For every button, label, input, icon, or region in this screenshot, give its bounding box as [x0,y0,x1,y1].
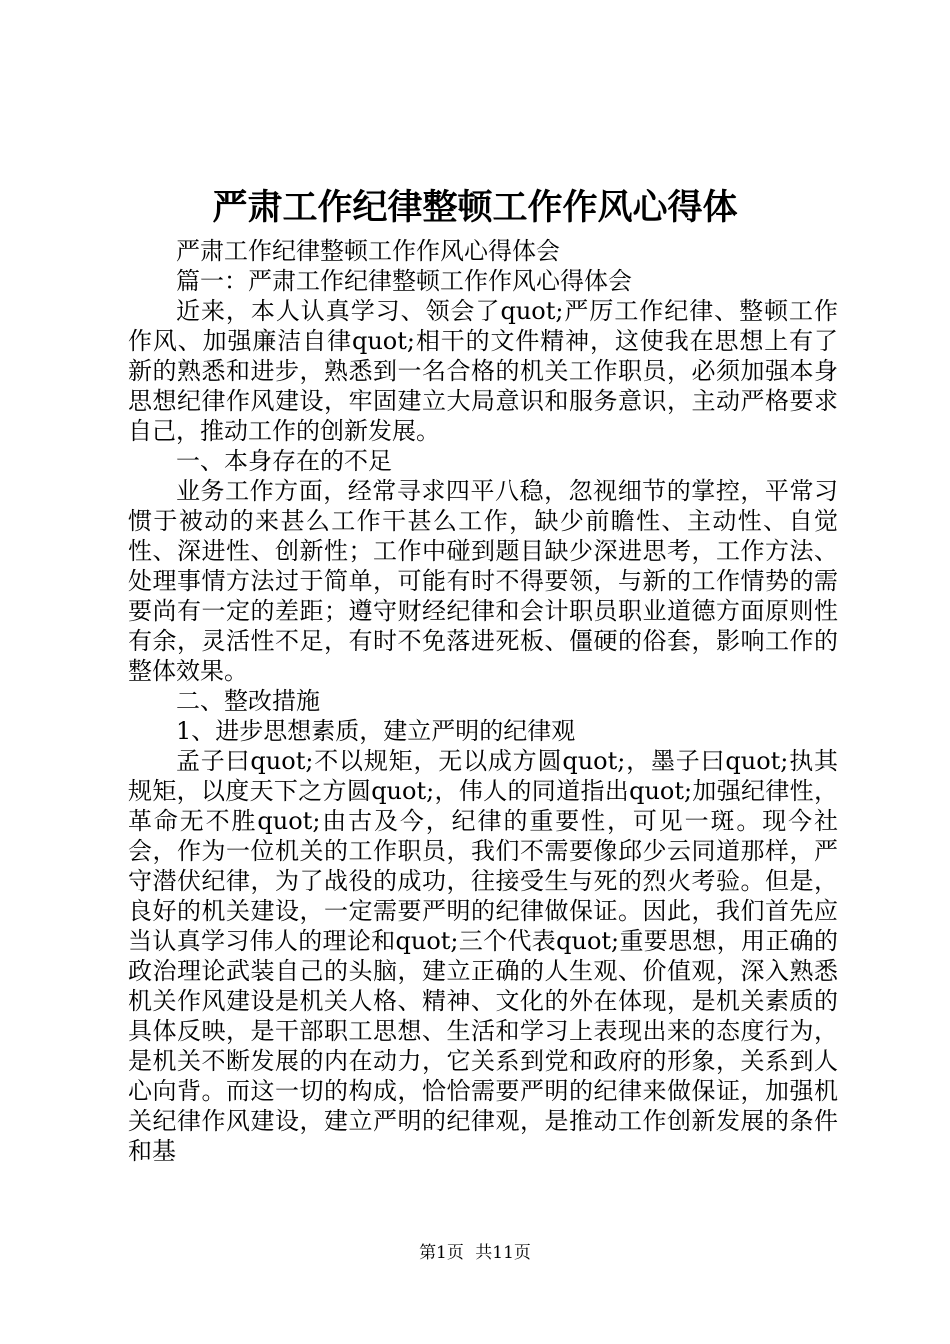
section-heading-measures: 二、整改措施 [176,687,320,715]
document-body [128,236,838,1166]
document-title: 严肃工作纪律整顿工作作风心得体 [212,187,738,228]
paragraph-article-heading: 篇一：严肃工作纪律整顿工作作风心得体会 [176,267,632,295]
paragraph-discipline: 孟子曰quot;不以规矩，无以成方圆quot;，墨子曰quot;执其规矩，以度天下之方圆quot;，伟人的同道指出quot;加强纪律性，革命无不胜quot;由古及今，纪律的重要性，可见一斑。现今社会，作为一位机关的工作职员，我们不需要像邱少云同道那样，严守潜伏纪律，为了战役的成功，往接受生与死的烈火考验。但是，良好的机关建设，一定需要严明的纪律做保证。因此，我们首先应当认真学习伟人的理论和quot;三个代表quot;重要思想，用正确的政治理论武装自己的头脑，建立正确的人生观、价值观，深入熟悉机关作风建设是机关人格、精神、文化的外在体现，是机关素质的具体反映，是干部职工思想、生活和学习上表现出来的态度行为，是机关不断发展的内在动力，它关系到党和政府的形象，关系到人心向背。而这一切的构成，恰恰需要严明的纪律来做保证，加强机关纪律作风建设，建立严明的纪律观，是推动工作创新发展的条件和基 [128,747,838,1165]
paragraph-subtitle: 严肃工作纪律整顿工作作风心得体会 [176,237,560,265]
paragraph-intro: 近来，本人认真学习、领会了quot;严厉工作纪律、整顿工作作风、加强廉洁自律quot;相干的文件精神，这使我在思想上有了新的熟悉和进步，熟悉到一名合格的机关工作职员，必须加强本身思想纪律作风建设，牢固建立大局意识和服务意识，主动严格要求自己，推动工作的创新发展。 [128,297,838,445]
page-number: 第1页 [419,1243,464,1263]
paragraph-shortcomings: 业务工作方面，经常寻求四平八稳，忽视细节的掌控，平常习惯于被动的来甚么工作干甚么工作，缺少前瞻性、主动性、自觉性、深进性、创新性；工作中碰到题目缺少深进思考，工作方法、处理事情方法过于简单，可能有时不得要领，与新的工作情势的需要尚有一定的差距；遵守财经纪律和会计职员职业道德方面原则性有余，灵活性不足，有时不免落进死板、僵硬的俗套，影响工作的整体效果。 [128,477,838,685]
section-heading-shortcomings: 一、本身存在的不足 [176,447,392,475]
subsection-heading-1: 1、进步思想素质，建立严明的纪律观 [176,717,576,745]
page-footer [0,1241,950,1265]
page-total: 共11页 [475,1243,531,1263]
